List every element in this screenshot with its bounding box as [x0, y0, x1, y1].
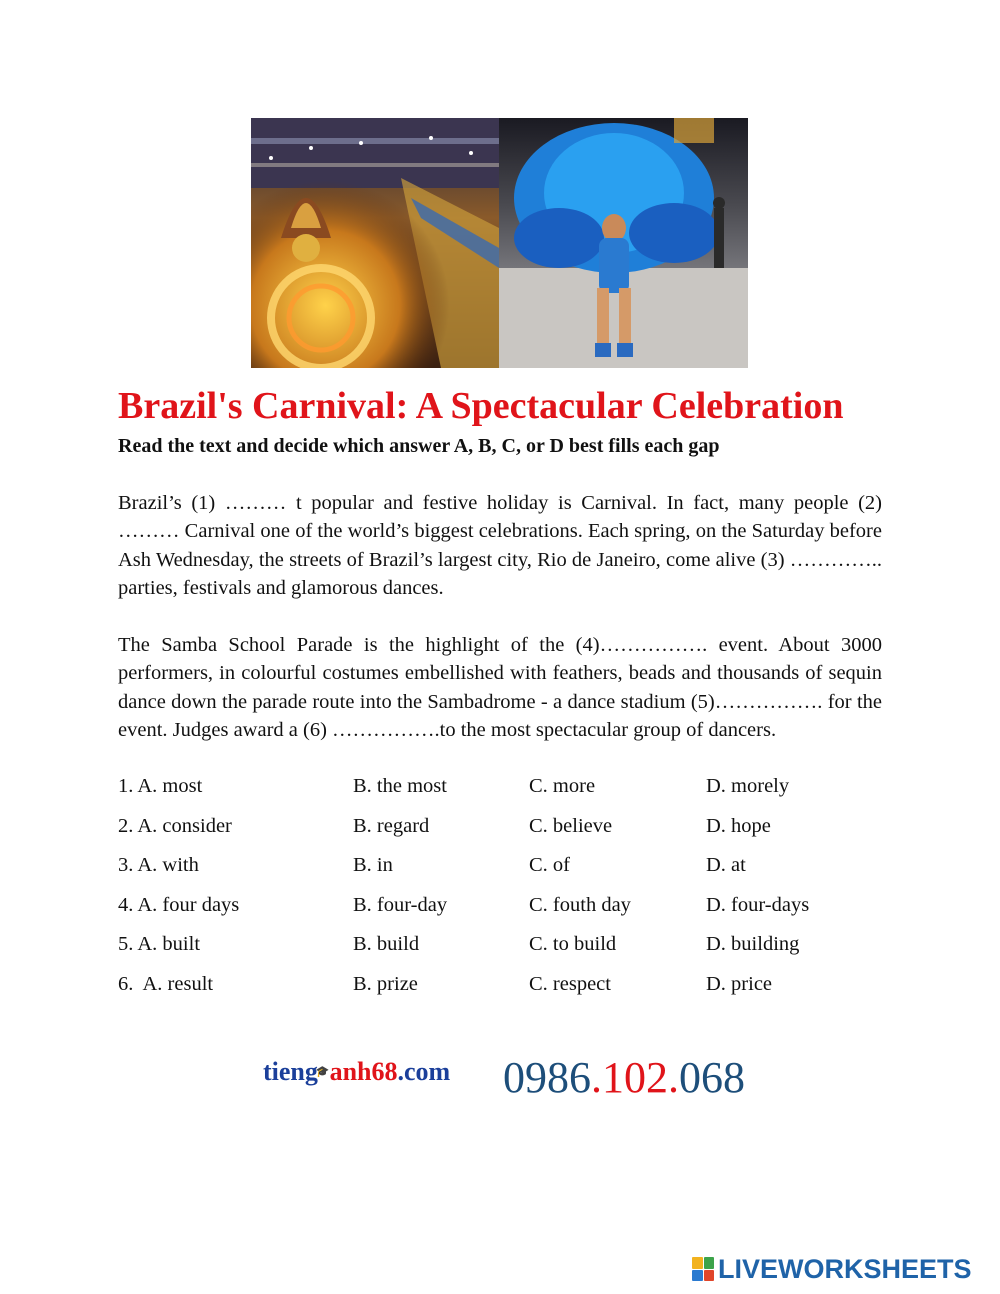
phone-part-3: 068 — [679, 1053, 745, 1102]
option-a[interactable]: 6. A. result — [118, 972, 214, 995]
question-row — [118, 851, 878, 891]
option-b[interactable]: B. the most — [353, 775, 447, 797]
carnival-float-photo — [251, 118, 499, 368]
option-a[interactable]: 1. A. most — [118, 775, 203, 797]
option-a[interactable]: 2. A. consider — [118, 814, 232, 837]
option-d[interactable]: D. four-days — [706, 893, 810, 916]
option-c[interactable]: C. to build — [529, 933, 617, 956]
option-c[interactable]: C. fouth day — [529, 893, 631, 916]
option-b[interactable]: B. four-day — [353, 893, 448, 916]
question-row — [118, 970, 878, 1010]
site-logo — [263, 1055, 450, 1089]
question-row — [118, 930, 878, 970]
option-a[interactable]: 3. A. with — [118, 854, 199, 877]
option-c[interactable]: C. more — [529, 775, 596, 797]
site-name-part-3: .com — [397, 1057, 451, 1086]
option-d[interactable]: D. at — [706, 854, 746, 877]
question-row — [118, 812, 878, 852]
passage-paragraph-1: Brazil’s (1) ……… t popular and festive holiday is Carnival. In fact, many people (2) ……… Carnival one of the world’s biggest celebrations. Each spring, on the Saturday before Ash Wednesday, the streets of Brazil’s largest city, Rio de Janeiro, come alive (3) ………….. parties, festivals and glamorous dances. — [118, 492, 882, 599]
liveworksheets-logo-icon — [692, 1257, 714, 1281]
option-b[interactable]: B. build — [353, 933, 420, 956]
instruction: Read the text and decide which answer A, B, C, or D best fills each gap — [118, 435, 720, 457]
answer-options — [118, 772, 878, 1010]
question-row — [118, 891, 878, 931]
option-b[interactable]: B. regard — [353, 814, 430, 837]
site-name-part-2: anh68 — [329, 1057, 398, 1086]
samba-dancer-photo — [499, 118, 748, 368]
option-b[interactable]: B. prize — [353, 972, 418, 995]
watermark-text: LIVEWORKSHEETS — [718, 1254, 972, 1284]
page-title: Brazil's Carnival: A Spectacular Celebration — [118, 385, 844, 427]
phone-part-1: 0986 — [503, 1053, 591, 1102]
graduation-cap-icon: 🎓 — [315, 1066, 330, 1078]
liveworksheets-watermark — [692, 1255, 972, 1283]
option-d[interactable]: D. morely — [706, 775, 790, 797]
site-name-part-1: tieng — [263, 1057, 318, 1086]
option-c[interactable]: C. respect — [529, 972, 611, 995]
option-c[interactable]: C. believe — [529, 814, 613, 837]
option-d[interactable]: D. hope — [706, 814, 771, 837]
option-a[interactable]: 4. A. four days — [118, 893, 240, 916]
passage-paragraph-2: The Samba School Parade is the highlight of the (4)……………. event. About 3000 performers, in colourful costumes embellished with feathers, beads and thousands of sequin dance down the parade route into the Sambadrome - a dance stadium (5)……………. for the event. Judges award a (6) …………….to the most spectacular group of dancers. — [118, 634, 882, 741]
question-row — [118, 772, 878, 812]
option-c[interactable]: C. of — [529, 854, 570, 877]
option-b[interactable]: B. in — [353, 854, 393, 877]
option-d[interactable]: D. price — [706, 972, 773, 995]
option-d[interactable]: D. building — [706, 933, 800, 956]
option-a[interactable]: 5. A. built — [118, 933, 201, 956]
phone-number — [503, 1055, 745, 1101]
phone-part-2: .102. — [591, 1053, 679, 1102]
